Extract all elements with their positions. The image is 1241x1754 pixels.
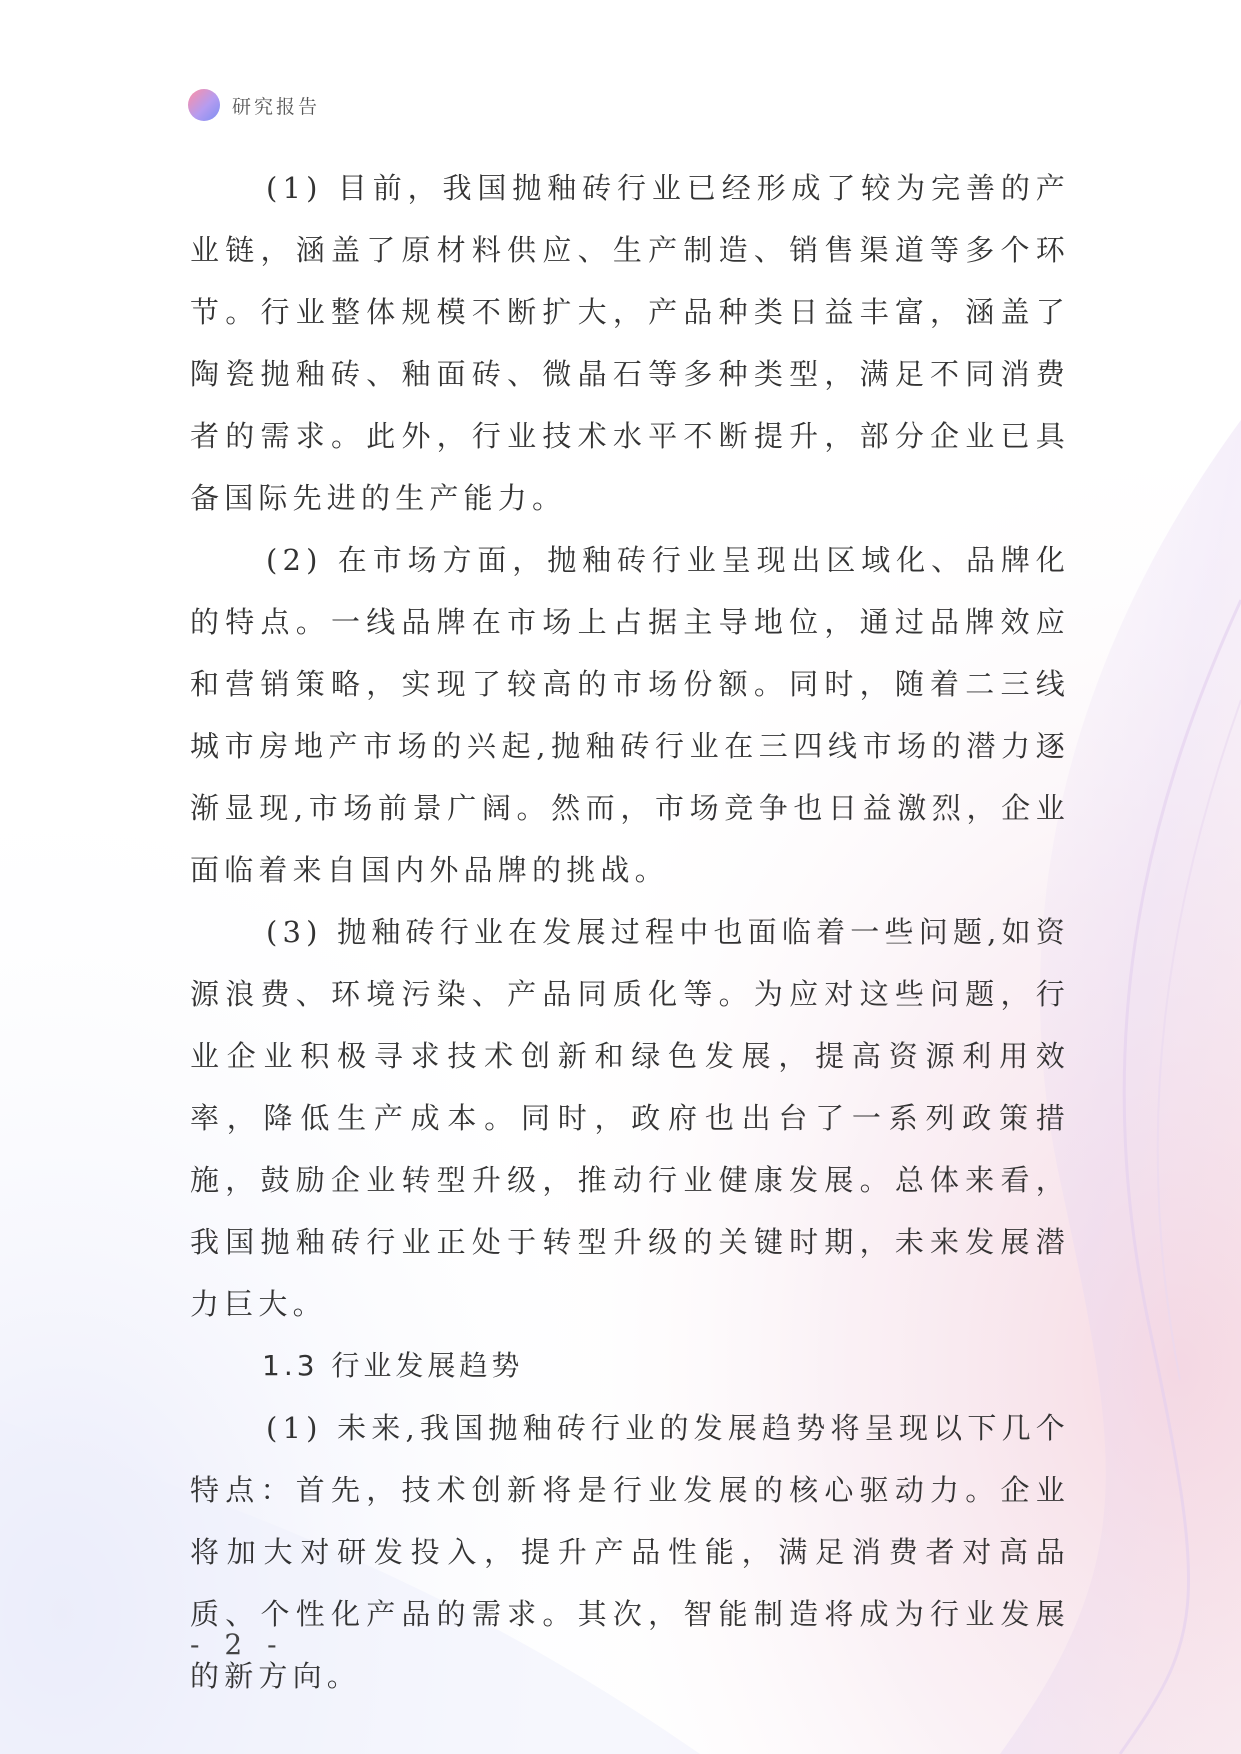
page-header [188,88,320,122]
paragraph-3: (3) 抛釉砖行业在发展过程中也面临着一些问题,如资源浪费、环境污染、产品同质化等。为应对这些问题，行业企业积极寻求技术创新和绿色发展，提高资源利用效率，降低生产成本。同时，政府也出台了一系列政策措施，鼓励企业转型升级，推动行业健康发展。总体来看，我国抛釉砖行业正处于转型升级的关键时期，未来发展潜力巨大。 [190,915,1070,1321]
section-heading: 1.3 行业发展趋势 [262,1349,524,1382]
paragraph-4: (1) 未来,我国抛釉砖行业的发展趋势将呈现以下几个特点：首先，技术创新将是行业发展的核心驱动力。企业将加大对研发投入，提升产品性能，满足消费者对高品质、个性化产品的需求。其次，智能制造将成为行业发展的新方向。 [190,1411,1070,1693]
header-title: 研究报告 [232,95,321,118]
page-number: - 2 - [190,1628,285,1661]
document-body [190,157,1070,1707]
logo-circle-icon [188,89,220,121]
paragraph-1: (1) 目前，我国抛釉砖行业已经形成了较为完善的产业链，涵盖了原材料供应、生产制造、销售渠道等多个环节。行业整体规模不断扩大，产品种类日益丰富，涵盖了陶瓷抛釉砖、釉面砖、微晶石等多种类型，满足不同消费者的需求。此外，行业技术水平不断提升，部分企业已具备国际先进的生产能力。 [190,171,1070,515]
paragraph-2: (2) 在市场方面，抛釉砖行业呈现出区域化、品牌化的特点。一线品牌在市场上占据主导地位，通过品牌效应和营销策略，实现了较高的市场份额。同时，随着二三线城市房地产市场的兴起,抛釉砖行业在三四线市场的潜力逐渐显现,市场前景广阔。然而，市场竞争也日益激烈，企业面临着来自国内外品牌的挑战。 [190,543,1070,887]
